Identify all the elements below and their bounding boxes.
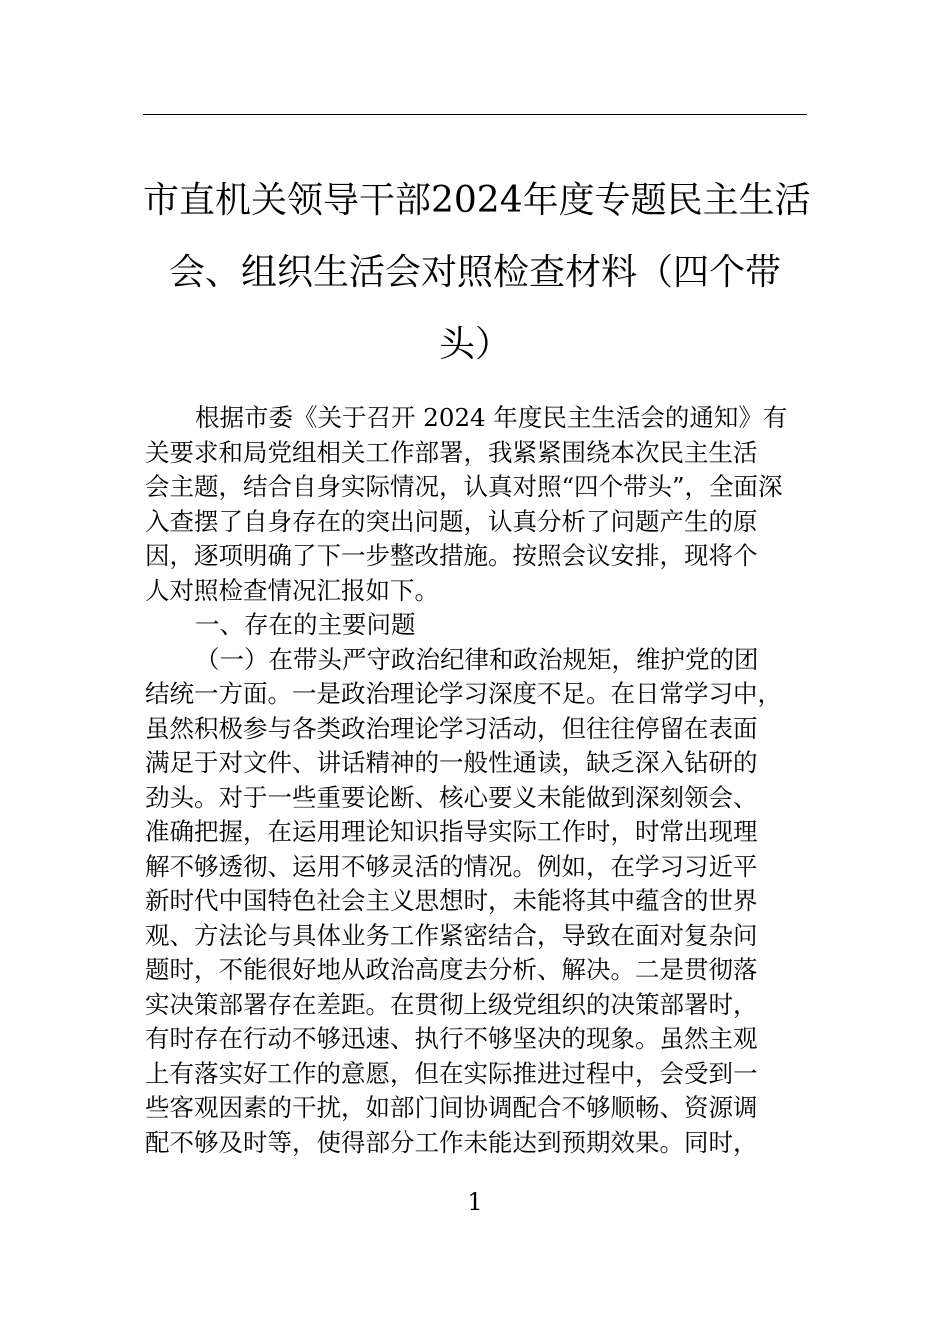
title-line-3: 头）: [438, 324, 511, 365]
body-line: 新时代中国特色社会主义思想时，未能将其中蕴含的世界: [145, 886, 758, 915]
body-line: 人对照检查情况汇报如下。: [145, 575, 439, 605]
body-line: （一）在带头严守政治纪律和政治规矩，维护党的团: [195, 644, 759, 674]
header-rule: [143, 114, 807, 115]
body-line: 劲头。对于一些重要论断、核心要义未能做到深刻领会、: [145, 782, 758, 812]
body-line: 上有落实好工作的意愿，但在实际推进过程中，会受到一: [145, 1058, 758, 1088]
page-number: 1: [467, 1188, 483, 1216]
body-line: 入查摆了自身存在的突出问题，认真分析了问题产生的原: [145, 506, 758, 536]
body-line: 满足于对文件、讲话精神的一般性通读，缺乏深入钻研的: [145, 748, 758, 777]
document-body: [145, 401, 825, 1160]
body-line: 关要求和局党组相关工作部署，我紧紧围绕本次民主生活: [145, 437, 758, 467]
body-line: 观、方法论与具体业务工作紧密结合，导致在面对复杂问: [145, 920, 758, 950]
body-line: 因，逐项明确了下一步整改措施。按照会议安排，现将个: [145, 541, 758, 570]
body-line: 会主题，结合自身实际情况，认真对照“四个带头”，全面深: [145, 472, 783, 501]
body-line: 根据市委《关于召开 2024 年度民主生活会的通知》有: [195, 403, 788, 432]
document-title: [143, 165, 811, 381]
body-line: 实决策部署存在差距。在贯彻上级党组织的决策部署时，: [145, 989, 758, 1019]
body-line: 配不够及时等，使得部分工作未能达到预期效果。同时，: [145, 1127, 758, 1157]
body-line: 虽然积极参与各类政治理论学习活动，但往往停留在表面: [145, 713, 758, 743]
title-line-2: 会、组织生活会对照检查材料（四个带: [168, 252, 781, 293]
title-line-1: 市直机关领导干部2024年度专题民主生活: [143, 180, 811, 221]
body-line: 准确把握，在运用理论知识指导实际工作时，时常出现理: [145, 817, 758, 846]
section-heading: 一、存在的主要问题: [195, 610, 416, 639]
body-line: 解不够透彻、运用不够灵活的情况。例如，在学习习近平: [145, 851, 758, 881]
body-line: 结统一方面。一是政治理论学习深度不足。在日常学习中，: [145, 679, 782, 708]
body-line: 些客观因素的干扰，如部门间协调配合不够顺畅、资源调: [145, 1093, 758, 1122]
body-line: 题时，不能很好地从政治高度去分析、解决。二是贯彻落: [145, 955, 758, 984]
body-line: 有时存在行动不够迅速、执行不够坚决的现象。虽然主观: [145, 1024, 758, 1053]
